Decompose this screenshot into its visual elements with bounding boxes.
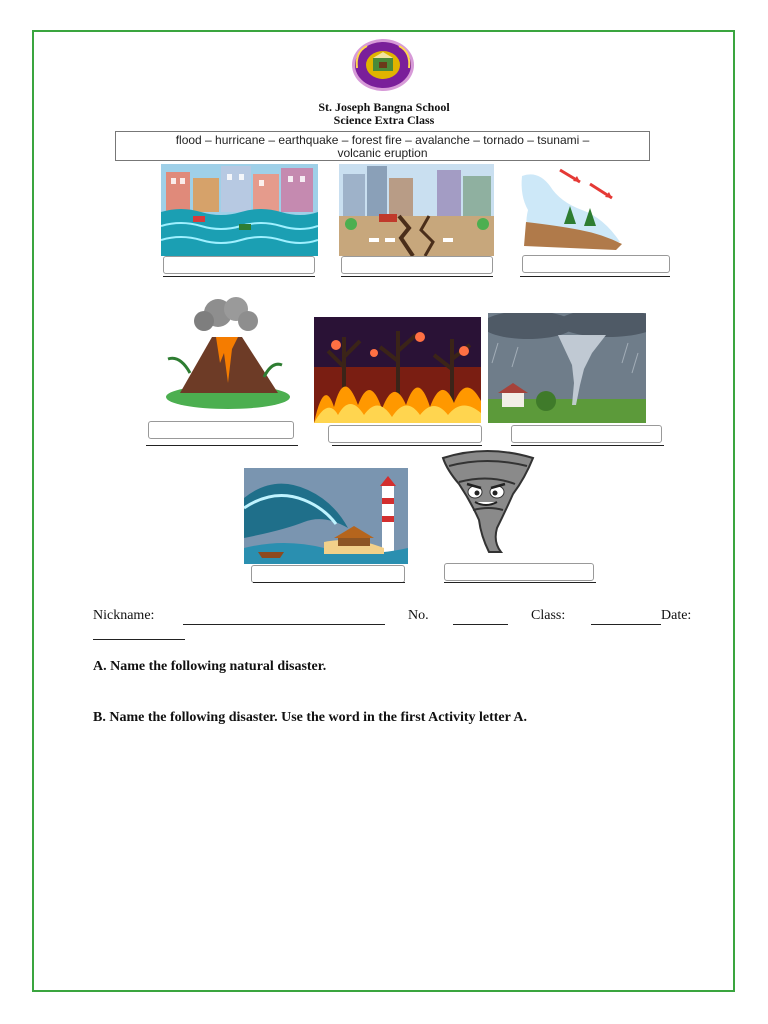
answer-line-forest-fire bbox=[332, 445, 482, 446]
answer-line-tsunami bbox=[253, 582, 405, 583]
flood-icon bbox=[161, 164, 318, 256]
word-bank bbox=[115, 131, 650, 161]
answer-line-earthquake bbox=[341, 276, 493, 277]
number-input-line[interactable] bbox=[453, 624, 508, 625]
avalanche-picture bbox=[520, 166, 628, 250]
answer-box-hurricane[interactable] bbox=[444, 563, 594, 581]
nickname-label: Nickname: bbox=[93, 608, 155, 623]
instruction-a: A. Name the following natural disaster. bbox=[93, 659, 327, 674]
answer-box-forest-fire[interactable] bbox=[328, 425, 482, 443]
forest-fire-icon bbox=[314, 317, 481, 423]
answer-box-volcano[interactable] bbox=[148, 421, 294, 439]
volcano-icon bbox=[160, 293, 290, 411]
school-logo bbox=[351, 38, 415, 92]
tornado-icon bbox=[488, 313, 646, 423]
answer-line-avalanche bbox=[520, 276, 670, 277]
earthquake-picture bbox=[339, 164, 494, 256]
word-bank-line-2: volcanic eruption bbox=[337, 146, 428, 160]
nickname-input-line[interactable] bbox=[183, 624, 385, 625]
date-input-line[interactable] bbox=[93, 639, 185, 640]
flood-picture bbox=[161, 164, 318, 256]
school-name: St. Joseph Bangna School bbox=[318, 100, 450, 114]
class-name: Science Extra Class bbox=[333, 113, 435, 127]
forest-fire-picture bbox=[314, 317, 481, 423]
answer-box-flood[interactable] bbox=[163, 256, 315, 274]
hurricane-icon bbox=[435, 448, 539, 558]
word-bank-line-1: flood – hurricane – earthquake – forest fire – avalanche – tornado – tsunami – bbox=[175, 133, 590, 147]
class-input-line[interactable] bbox=[591, 624, 661, 625]
answer-box-tsunami[interactable] bbox=[251, 565, 405, 583]
volcano-picture bbox=[160, 293, 290, 411]
tsunami-picture bbox=[244, 468, 408, 564]
answer-line-tornado bbox=[511, 445, 664, 446]
answer-box-tornado[interactable] bbox=[511, 425, 662, 443]
earthquake-icon bbox=[339, 164, 494, 256]
hurricane-cartoon-picture bbox=[435, 448, 539, 558]
date-label: Date: bbox=[661, 608, 692, 623]
answer-line-flood bbox=[163, 276, 315, 277]
tornado-picture bbox=[488, 313, 646, 423]
tsunami-icon bbox=[244, 468, 408, 564]
answer-line-hurricane bbox=[444, 582, 596, 583]
instruction-b: B. Name the following disaster. Use the word in the first Activity letter A. bbox=[93, 710, 527, 725]
answer-box-avalanche[interactable] bbox=[522, 255, 670, 273]
answer-box-earthquake[interactable] bbox=[341, 256, 493, 274]
number-label: No. bbox=[408, 608, 429, 623]
avalanche-icon bbox=[520, 166, 628, 250]
class-label: Class: bbox=[531, 608, 566, 623]
answer-line-volcano bbox=[146, 445, 298, 446]
